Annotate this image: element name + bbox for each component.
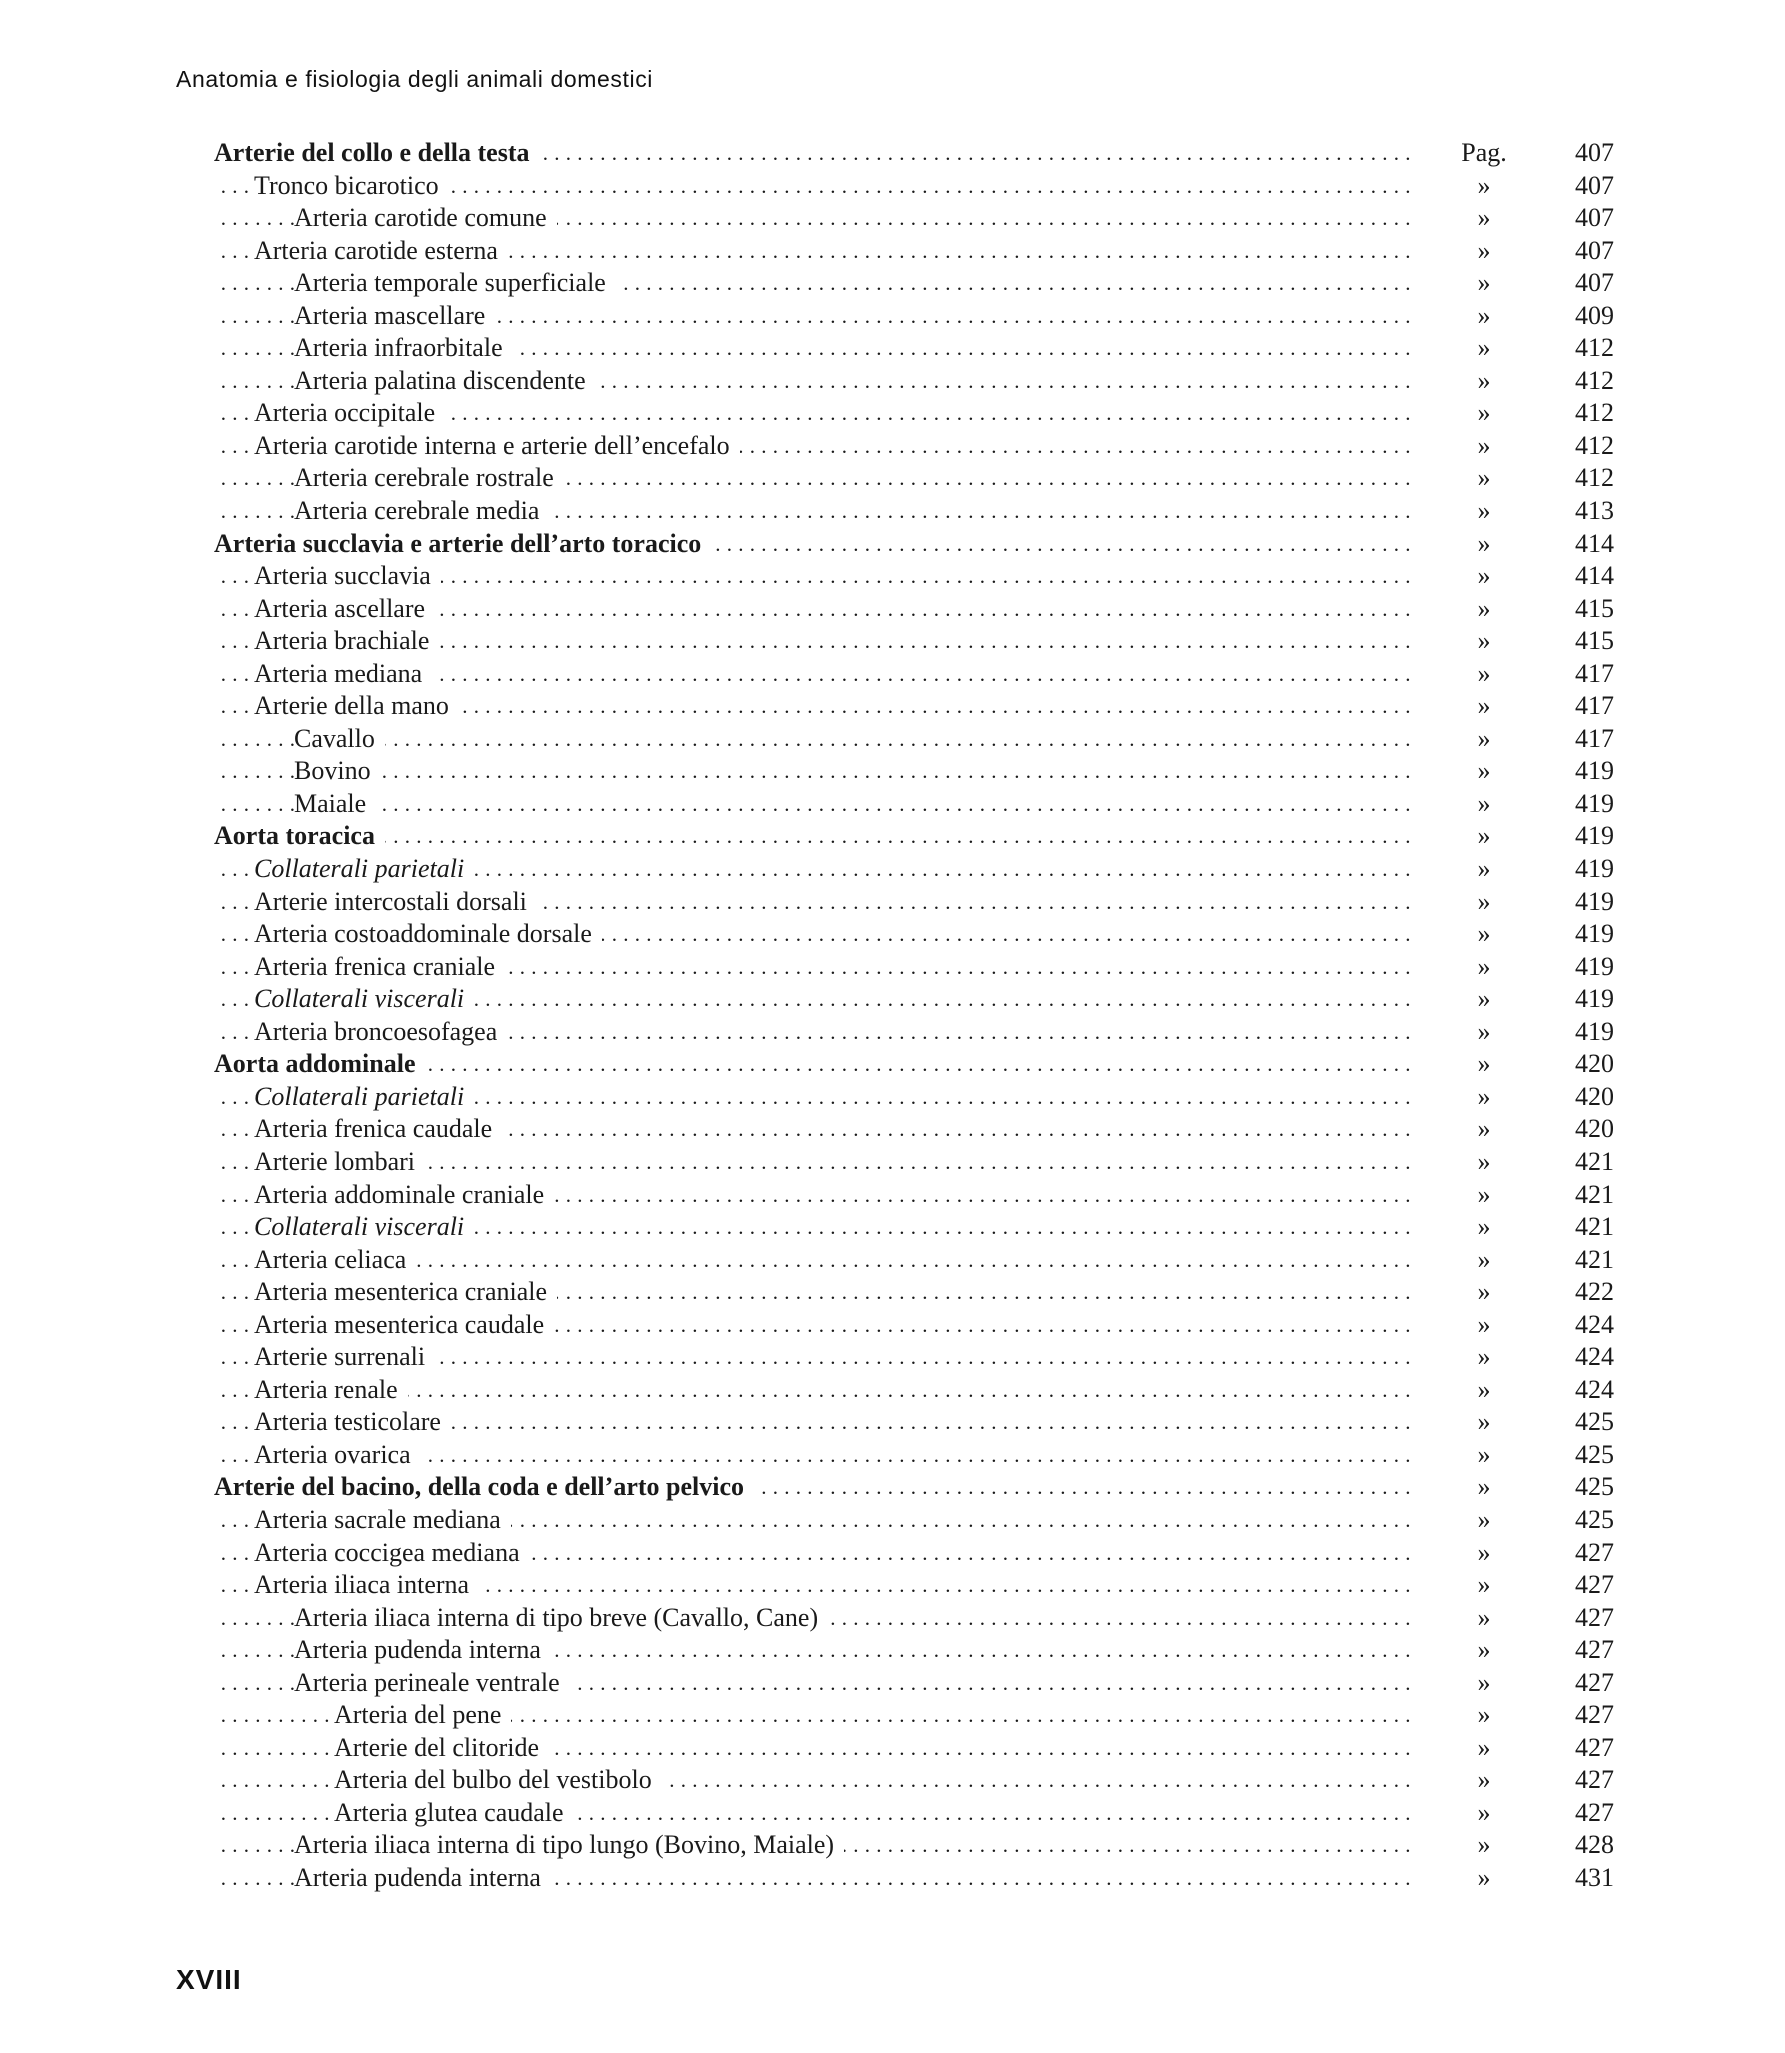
toc-entry-page-number: 427 [1575,1667,1614,1697]
toc-entry-title: Arteria cerebrale media [294,496,549,525]
toc-entry-title: Arteria del pene [334,1700,511,1729]
toc-entry-page-marker: » [1477,1504,1491,1534]
page-number: XVIII [176,1964,242,1995]
toc-entry-leader [214,1341,1411,1374]
toc-entry-title: Arteria mascellare [294,301,495,330]
toc-entry-page-number: 419 [1575,821,1614,851]
toc-entry-page-marker: » [1477,1114,1491,1144]
toc-entry-title: Arterie del bacino, della coda e dell’arto pelvico [214,1472,754,1501]
toc-entry [214,1309,1614,1342]
toc-entry-page-number: 425 [1575,1472,1614,1502]
toc-entry-page-number: 427 [1575,1732,1614,1762]
toc-entry [214,1406,1614,1439]
toc-entry-title: Collaterali parietali [254,1082,474,1111]
toc-entry-page-marker: Pag. [1461,138,1507,167]
toc-entry-title: Arteria frenica caudale [254,1114,502,1143]
toc-entry-page-number: 424 [1575,1374,1614,1404]
toc-entry-page-marker: » [1477,626,1491,656]
toc-entry-leader [214,1569,1411,1602]
toc-entry-page-number: 419 [1575,886,1614,916]
toc-entry [214,137,1614,170]
toc-entry-title: Arteria glutea caudale [334,1798,574,1827]
toc-entry-page-marker: » [1477,1570,1491,1600]
toc-entry-page-number: 425 [1575,1504,1614,1534]
toc-entry-page-number: 427 [1575,1700,1614,1730]
toc-entry-title: Arteria costoaddominale dorsale [254,919,602,948]
toc-entry-title: Arteria succlavia [254,561,441,590]
toc-entry-page-marker: » [1477,1342,1491,1372]
toc-entry-page-number: 421 [1575,1212,1614,1242]
toc-entry-page-number: 413 [1575,496,1614,526]
toc-entry-page-marker: » [1477,1797,1491,1827]
toc-entry [214,1829,1614,1862]
toc-entry [214,332,1614,365]
toc-entry-page-marker: » [1477,756,1491,786]
toc-entry-page-marker: » [1477,1667,1491,1697]
toc-entry-page-number: 414 [1575,528,1614,558]
toc-entry [214,462,1614,495]
toc-entry-title: Arteria ascellare [254,594,435,623]
toc-entry-page-number: 427 [1575,1602,1614,1632]
toc-entry [214,951,1614,984]
toc-entry-leader [214,1634,1411,1667]
toc-entry-page-marker: » [1477,1374,1491,1404]
toc-entry-leader [214,1179,1411,1212]
toc-entry [214,723,1614,756]
toc-entry [214,1179,1614,1212]
toc-entry [214,625,1614,658]
toc-entry-leader [214,430,1411,463]
toc-entry-page-marker: » [1477,496,1491,526]
toc-entry-page-number: 425 [1575,1439,1614,1469]
toc-entry-leader [214,1764,1411,1797]
toc-entry-title: Arteria carotide esterna [254,236,508,265]
toc-entry-page-marker: » [1477,1765,1491,1795]
toc-entry-page-number: 415 [1575,593,1614,623]
toc-entry-title: Arteria succlavia e arterie dell’arto toracico [214,529,711,558]
toc-entry-page-marker: » [1477,1439,1491,1469]
toc-entry-page-marker: » [1477,1537,1491,1567]
toc-entry-leader [214,951,1411,984]
toc-entry [214,1016,1614,1049]
toc-entry-page-marker: » [1477,854,1491,884]
toc-entry-title: Arteria testicolare [254,1407,451,1436]
toc-entry [214,1699,1614,1732]
toc-entry-page-marker: » [1477,1635,1491,1665]
toc-entry-page-number: 417 [1575,723,1614,753]
toc-entry-leader [214,853,1411,886]
toc-entry-page-marker: » [1477,333,1491,363]
toc-entry-title: Arterie intercostali dorsali [254,887,537,916]
toc-entry [214,1862,1614,1895]
toc-entry-page-number: 419 [1575,854,1614,884]
toc-entry-title: Arteria addominale craniale [254,1180,554,1209]
toc-entry [214,1081,1614,1114]
toc-entry-page-marker: » [1477,658,1491,688]
toc-entry-title: Arteria sacrale mediana [254,1505,511,1534]
toc-entry [214,593,1614,626]
toc-entry-title: Arteria ovarica [254,1440,421,1469]
toc-entry [214,1537,1614,1570]
toc-entry [214,1276,1614,1309]
toc-entry-page-number: 424 [1575,1309,1614,1339]
toc-entry-page-marker: » [1477,984,1491,1014]
toc-entry-page-marker: » [1477,919,1491,949]
toc-entry-leader [214,332,1411,365]
toc-entry [214,1113,1614,1146]
toc-entry-leader [214,820,1411,853]
toc-entry-page-marker: » [1477,1862,1491,1892]
toc-entry-leader [214,397,1411,430]
toc-entry-title: Arteria frenica craniale [254,952,505,981]
toc-entry-page-number: 421 [1575,1179,1614,1209]
toc-entry-page-number: 431 [1575,1862,1614,1892]
toc-entry-title: Arterie surrenali [254,1342,435,1371]
toc-entry-leader [214,886,1411,919]
toc-entry-title: Arterie del collo e della testa [214,138,540,167]
toc-entry-page-number: 407 [1575,268,1614,298]
toc-entry-page-marker: » [1477,723,1491,753]
toc-entry-page-marker: » [1477,300,1491,330]
toc-entry-leader [214,723,1411,756]
toc-entry-page-marker: » [1477,1602,1491,1632]
toc-entry-title: Arteria occipitale [254,398,445,427]
toc-entry-page-marker: » [1477,593,1491,623]
toc-entry-title: Arteria mesenterica craniale [254,1277,557,1306]
running-head: Anatomia e fisiologia degli animali domestici [176,66,654,92]
toc-entry-leader [214,1667,1411,1700]
toc-entry [214,1764,1614,1797]
toc-entry-title: Cavallo [294,724,385,753]
toc-entry-leader [214,1862,1411,1895]
toc-entry-title: Arteria iliaca interna di tipo lungo (Bovino, Maiale) [294,1830,844,1859]
toc-entry-leader [214,495,1411,528]
toc-entry-leader [214,1602,1411,1635]
toc-entry [214,170,1614,203]
toc-entry-title: Arterie del clitoride [334,1733,549,1762]
toc-entry-page-marker: » [1477,528,1491,558]
toc-entry-page-number: 412 [1575,398,1614,428]
toc-entry-title: Arteria carotide interna e arterie dell’encefalo [254,431,740,460]
toc-entry-page-marker: » [1477,398,1491,428]
toc-entry-leader [214,1016,1411,1049]
toc-entry-leader [214,365,1411,398]
toc-entry-title: Arteria iliaca interna di tipo breve (Cavallo, Cane) [294,1603,828,1632]
toc-entry [214,788,1614,821]
toc-entry-page-number: 427 [1575,1635,1614,1665]
table-of-contents [214,137,1614,1895]
toc-entry-leader [214,983,1411,1016]
toc-entry-page-number: 407 [1575,138,1614,167]
toc-entry-leader [214,658,1411,691]
toc-entry-page-marker: » [1477,203,1491,233]
toc-entry-page-marker: » [1477,1016,1491,1046]
toc-entry-title: Arteria iliaca interna [254,1570,479,1599]
toc-entry [214,1244,1614,1277]
toc-entry-leader [214,593,1411,626]
toc-entry-title: Arteria mediana [254,659,432,688]
toc-entry-page-number: 420 [1575,1081,1614,1111]
toc-entry-title: Arteria del bulbo del vestibolo [334,1765,662,1794]
toc-entry-title: Arteria coccigea mediana [254,1538,530,1567]
toc-entry-title: Arteria celiaca [254,1245,416,1274]
toc-entry-page-number: 407 [1575,235,1614,265]
toc-entry-page-number: 419 [1575,788,1614,818]
toc-entry-page-number: 419 [1575,919,1614,949]
toc-entry-page-marker: » [1477,691,1491,721]
toc-entry-leader [214,1211,1411,1244]
toc-entry-page-marker: » [1477,1830,1491,1860]
toc-entry-page-marker: » [1477,1146,1491,1176]
toc-entry-leader [214,137,1411,170]
toc-entry-page-number: 412 [1575,463,1614,493]
toc-entry-page-number: 420 [1575,1114,1614,1144]
toc-entry-leader [214,1439,1411,1472]
toc-entry-leader [214,170,1411,203]
toc-entry-page-marker: » [1477,951,1491,981]
toc-entry-leader [214,1244,1411,1277]
toc-entry-leader [214,690,1411,723]
toc-entry-title: Bovino [294,756,381,785]
toc-entry [214,365,1614,398]
toc-entry-page-number: 419 [1575,756,1614,786]
toc-entry-title: Tronco bicarotico [254,171,449,200]
toc-entry-leader [214,1374,1411,1407]
toc-entry-leader [214,1309,1411,1342]
toc-entry-page-marker: » [1477,1407,1491,1437]
toc-entry-leader [214,1146,1411,1179]
toc-entry [214,755,1614,788]
toc-entry-page-number: 419 [1575,984,1614,1014]
toc-entry-page-marker: » [1477,1244,1491,1274]
toc-entry-title: Aorta addominale [214,1049,426,1078]
toc-entry-page-marker: » [1477,365,1491,395]
toc-entry-leader [214,918,1411,951]
toc-entry-leader [214,1113,1411,1146]
toc-entry-page-number: 420 [1575,1049,1614,1079]
toc-entry-page-number: 407 [1575,170,1614,200]
toc-entry-leader [214,267,1411,300]
toc-entry-leader [214,755,1411,788]
toc-entry [214,690,1614,723]
toc-entry-title: Arteria pudenda interna [294,1635,551,1664]
toc-entry [214,1048,1614,1081]
toc-entry-page-number: 407 [1575,203,1614,233]
toc-entry-page-number: 412 [1575,430,1614,460]
toc-entry-leader [214,560,1411,593]
toc-entry-page-number: 427 [1575,1537,1614,1567]
toc-entry [214,1439,1614,1472]
toc-entry-page-marker: » [1477,1732,1491,1762]
toc-entry-title: Arteria brachiale [254,626,439,655]
toc-entry-leader [214,1081,1411,1114]
toc-entry [214,886,1614,919]
toc-entry-title: Arteria temporale superficiale [294,268,616,297]
toc-entry [214,397,1614,430]
toc-entry-page-marker: » [1477,1049,1491,1079]
toc-entry-leader [214,625,1411,658]
toc-entry-title: Arteria palatina discendente [294,366,596,395]
toc-entry-page-marker: » [1477,1179,1491,1209]
toc-entry [214,1374,1614,1407]
toc-entry-leader [214,300,1411,333]
toc-entry-leader [214,1048,1411,1081]
toc-entry-leader [214,528,1411,561]
toc-entry-page-marker: » [1477,430,1491,460]
toc-entry [214,1667,1614,1700]
toc-entry-title: Arteria cerebrale rostrale [294,463,564,492]
toc-entry-leader [214,1732,1411,1765]
toc-entry-leader [214,462,1411,495]
toc-entry-page-marker: » [1477,1309,1491,1339]
toc-entry-title: Arteria perineale ventrale [294,1668,570,1697]
toc-entry-page-marker: » [1477,561,1491,591]
toc-entry-page-number: 419 [1575,1016,1614,1046]
toc-entry-page-marker: » [1477,1081,1491,1111]
toc-entry-leader [214,1471,1411,1504]
toc-entry-page-number: 424 [1575,1342,1614,1372]
toc-entry [214,1341,1614,1374]
toc-entry [214,528,1614,561]
toc-entry-page-marker: » [1477,788,1491,818]
toc-entry-leader [214,1797,1411,1830]
toc-entry-page-number: 417 [1575,658,1614,688]
toc-entry-page-number: 427 [1575,1765,1614,1795]
toc-entry-leader [214,202,1411,235]
toc-entry-title: Arteria renale [254,1375,408,1404]
toc-entry [214,1569,1614,1602]
toc-entry-title: Arteria pudenda interna [294,1863,551,1892]
toc-entry [214,300,1614,333]
toc-entry [214,658,1614,691]
toc-entry [214,820,1614,853]
toc-entry-page-marker: » [1477,170,1491,200]
toc-entry [214,560,1614,593]
toc-entry [214,983,1614,1016]
toc-entry-page-number: 428 [1575,1830,1614,1860]
toc-entry-page-number: 421 [1575,1244,1614,1274]
toc-entry-page-marker: » [1477,1212,1491,1242]
toc-entry [214,430,1614,463]
toc-entry [214,1732,1614,1765]
toc-entry-page-number: 412 [1575,365,1614,395]
toc-entry-leader [214,1276,1411,1309]
toc-entry-page-marker: » [1477,463,1491,493]
toc-entry-page-number: 412 [1575,333,1614,363]
toc-entry-page-number: 421 [1575,1146,1614,1176]
toc-entry-page-marker: » [1477,235,1491,265]
toc-entry-page-number: 427 [1575,1797,1614,1827]
toc-entry-leader [214,788,1411,821]
toc-entry [214,853,1614,886]
toc-entry [214,918,1614,951]
toc-entry-title: Maiale [294,789,376,818]
toc-entry-page-marker: » [1477,1277,1491,1307]
toc-entry-page-marker: » [1477,1700,1491,1730]
toc-entry [214,1211,1614,1244]
toc-entry [214,267,1614,300]
toc-entry-title: Arteria mesenterica caudale [254,1310,554,1339]
toc-entry-page-number: 419 [1575,951,1614,981]
toc-entry-page-number: 417 [1575,691,1614,721]
toc-entry-title: Arterie lombari [254,1147,425,1176]
toc-entry [214,1146,1614,1179]
toc-entry-page-marker: » [1477,268,1491,298]
toc-entry-leader [214,1829,1411,1862]
toc-entry-page-number: 427 [1575,1570,1614,1600]
toc-entry-page-marker: » [1477,821,1491,851]
toc-entry [214,235,1614,268]
toc-entry-leader [214,1406,1411,1439]
toc-entry-title: Arteria infraorbitale [294,333,513,362]
toc-entry [214,202,1614,235]
toc-entry [214,1797,1614,1830]
toc-entry [214,1504,1614,1537]
toc-entry-page-marker: » [1477,1472,1491,1502]
toc-entry [214,1471,1614,1504]
toc-entry-title: Arteria broncoesofagea [254,1017,507,1046]
toc-entry-page-number: 425 [1575,1407,1614,1437]
toc-entry-title: Arterie della mano [254,691,459,720]
toc-entry [214,1634,1614,1667]
toc-entry [214,1602,1614,1635]
toc-entry-title: Arteria carotide comune [294,203,557,232]
toc-entry-page-number: 409 [1575,300,1614,330]
toc-entry-page-marker: » [1477,886,1491,916]
toc-entry [214,495,1614,528]
toc-entry-leader [214,1537,1411,1570]
toc-entry-leader [214,1699,1411,1732]
toc-entry-leader [214,235,1411,268]
toc-entry-page-number: 414 [1575,561,1614,591]
toc-entry-title: Collaterali viscerali [254,984,474,1013]
toc-entry-leader [214,1504,1411,1537]
toc-entry-title: Aorta toracica [214,821,385,850]
toc-entry-page-number: 422 [1575,1277,1614,1307]
toc-entry-page-number: 415 [1575,626,1614,656]
toc-entry-title: Collaterali viscerali [254,1212,474,1241]
toc-entry-title: Collaterali parietali [254,854,474,883]
